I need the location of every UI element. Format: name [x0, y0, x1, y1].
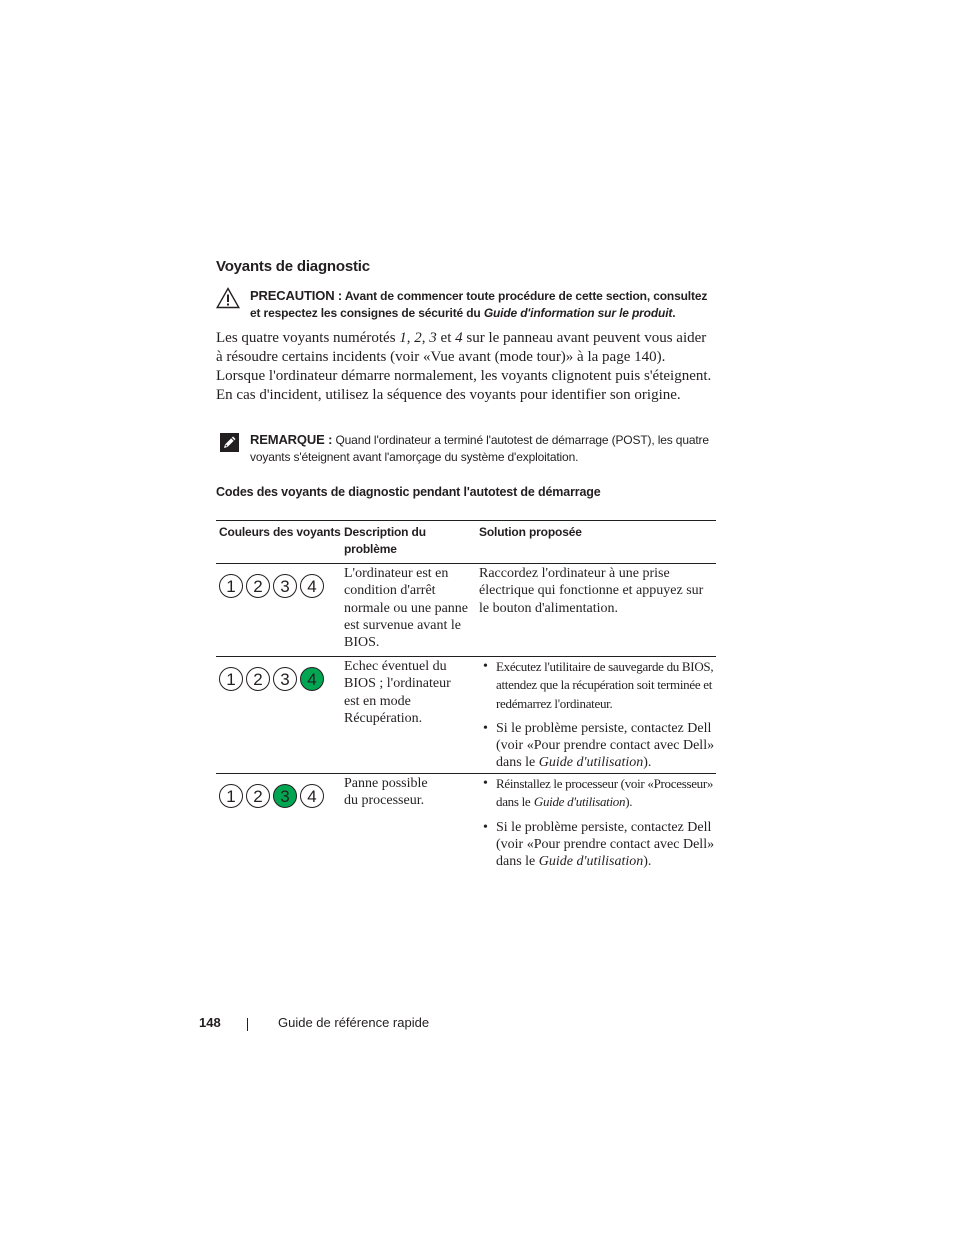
guide-title: Guide d'utilisation — [533, 794, 626, 810]
header-description: Description du problème — [344, 525, 426, 556]
list-item — [479, 819, 716, 871]
bullet-text: Si le problème persiste, contactez Dell (voir «Pour prendre contact avec Dell» dans le — [496, 819, 715, 870]
led-indicator: 2 — [246, 667, 270, 691]
led-indicator: 2 — [246, 574, 270, 598]
solution-text: Raccordez l'ordinateur à une prise électrique qui fonctionne et appuyez sur le bouton d'alimentation. — [479, 566, 704, 616]
led-pattern — [219, 784, 341, 808]
caution-label: PRECAUTION : — [250, 288, 343, 303]
bullet-end: ). — [625, 794, 633, 810]
pencil-note-icon — [220, 433, 239, 457]
intro-sep-1: , — [406, 330, 411, 346]
problem-description: L'ordinateur est en condition d'arrêt normale ou une panne est survenue avant le BIOS. — [344, 566, 469, 651]
note-label: REMARQUE : — [250, 432, 333, 447]
led-indicator: 4 — [300, 667, 324, 691]
intro-led-3: 3 — [429, 330, 437, 346]
bullet-text: Si le problème persiste, contactez Dell (voir «Pour prendre contact avec Dell» dans le — [496, 720, 715, 771]
led-pattern — [219, 667, 341, 691]
problem-description: Echec éventuel du BIOS ; l'ordinateur est en mode Récupération. — [344, 659, 451, 726]
caution-guide-title: Guide d'information sur le produit — [483, 306, 673, 320]
led-indicator: 3 — [273, 667, 297, 691]
footer-title: Guide de référence rapide — [278, 1015, 430, 1030]
intro-led-2: 2 — [414, 330, 422, 346]
led-pattern — [219, 574, 341, 598]
list-item — [479, 658, 716, 713]
footer-divider — [247, 1018, 248, 1031]
bullet-text: Exécutez l'utilitaire de sauvegarde du BIOS, attendez que la récupération soit terminée et redémarrez l'ordinateur. — [496, 659, 714, 711]
bullet-end: ). — [643, 755, 652, 771]
led-indicator: 3 — [273, 574, 297, 598]
list-item — [479, 775, 716, 812]
caution-end: . — [672, 306, 676, 320]
intro-text-start: Les quatre voyants numérotés — [216, 330, 396, 346]
led-indicator: 3 — [273, 784, 297, 808]
led-indicator: 1 — [219, 574, 243, 598]
intro-sep-2: , — [421, 330, 426, 346]
page-number: 148 — [199, 1015, 221, 1030]
header-colors: Couleurs des voyants — [219, 525, 341, 539]
warning-triangle-icon — [216, 287, 240, 314]
solution-list — [479, 775, 716, 877]
table-row — [216, 656, 716, 773]
table-header-row — [216, 520, 716, 563]
table-title: Codes des voyants de diagnostic pendant l'autotest de démarrage — [216, 485, 601, 499]
guide-title: Guide d'utilisation — [538, 755, 644, 771]
section-heading: Voyants de diagnostic — [216, 258, 370, 275]
led-indicator: 4 — [300, 784, 324, 808]
note-text: Quand l'ordinateur a terminé l'autotest de démarrage (POST), les quatre voyants s'éteignent avant l'amorçage du système d'exploitation. — [250, 433, 709, 464]
intro-text-end: sur le panneau avant peuvent vous aider à résoudre certains incidents (voir «Vue avant (mode tour)» à la page 140). Lorsque l'ordinateur démarre normalement, les voyants clignotent puis s'éteignent. En cas d'incident, utilisez la séquence des voyants pour identifier son origine. — [216, 330, 712, 403]
solution-list — [479, 658, 716, 779]
bullet-text: Réinstallez le processeur (voir «Processeur» dans le — [496, 776, 714, 810]
intro-paragraph — [216, 329, 716, 405]
intro-and: et — [440, 330, 452, 346]
problem-description: Panne possible du processeur. — [344, 776, 428, 809]
header-solution: Solution proposée — [479, 525, 582, 539]
table-row — [216, 563, 716, 656]
guide-title: Guide d'utilisation — [538, 854, 644, 870]
diagnostic-table — [216, 520, 716, 870]
led-indicator: 2 — [246, 784, 270, 808]
intro-led-1: 1 — [399, 330, 407, 346]
caution-notice — [216, 287, 716, 322]
table-row — [216, 773, 716, 870]
caution-text: Avant de commencer toute procédure de cette section, consultez et respectez les consignes de sécurité du — [250, 289, 708, 320]
led-indicator: 4 — [300, 574, 324, 598]
intro-led-4: 4 — [455, 330, 463, 346]
note-notice — [216, 431, 716, 466]
bullet-end: ). — [643, 854, 652, 870]
list-item — [479, 720, 716, 772]
led-indicator: 1 — [219, 667, 243, 691]
led-indicator: 1 — [219, 784, 243, 808]
